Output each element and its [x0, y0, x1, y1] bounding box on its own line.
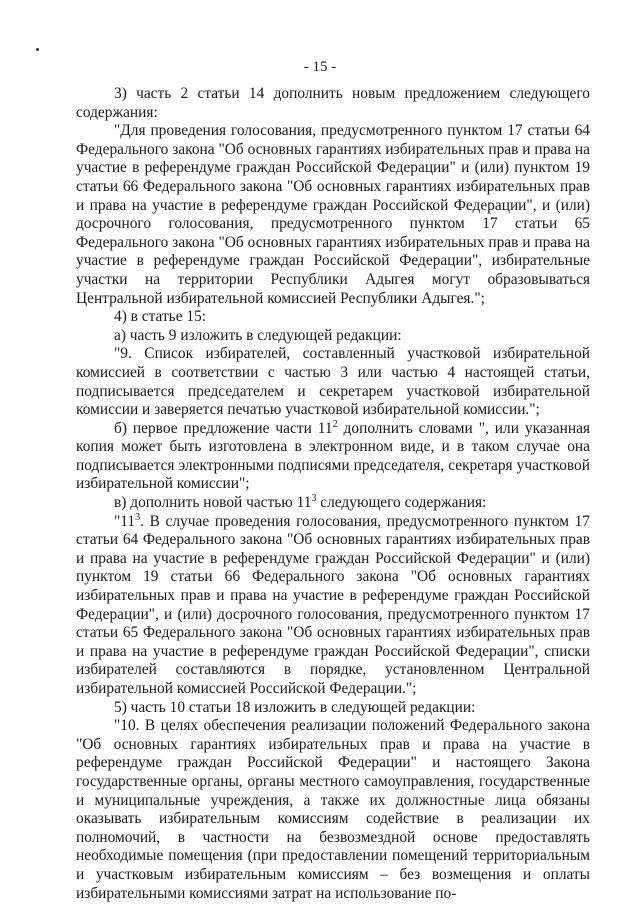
paragraph-item-5: 5) часть 10 статьи 18 изложить в следующей редакции: — [114, 698, 476, 716]
scan-speck — [36, 48, 39, 51]
paragraph-item-4b: б) первое предложение части $11^2$ дополнить словами ", или указанная копия может быть изготовлена в электронном виде, и в таком случае она подписывается электронными подписями председателя, секретаря участковой избирательной комиссии"; — [76, 418, 590, 493]
body-text — [76, 85, 590, 903]
quote-part-10: "10. В целях обеспечения реализации положений Федерального закона "Об основных гарантиях избирательных прав и права на участие в референдуме граждан Российской Федерации" и настоящего Закона государственные органы, органы местного самоуправления, государственные и муниципальные учреждения, а также их должностные лица обязаны оказывать избирательным комиссиям содействие в реализации их полномочий, в частности на безвозмездной основе предоставлять необходимые помещения (при предоставлении помещений территориальным и участковым избирательным комиссиям – без возмещения и оплаты избирательными комиссиями затрат на использование по- — [76, 717, 590, 902]
quote-part-11-3: "$11^3$. В случае проведения голосования, предусмотренного пунктом 17 статьи 64 Федерального закона "Об основных гарантиях избирательных прав и права на участие в референдуме граждан Российской Федерации" и (или) пунктом 19 статьи 66 Федерального закона "Об основных гарантиях избирательных прав и права на участие в референдуме граждан Российской Федерации", и (или) досрочного голосования, предусмотренного пунктом 17 статьи 65 Федерального закона "Об основных гарантиях избирательных прав и права на участие в референдуме граждан Российской Федерации", списки избирателей составляются в порядке, установленном Центральной избирательной комиссией Российской Федерации."; — [76, 511, 590, 697]
page-number: - 15 - — [303, 59, 337, 75]
paragraph-item-4v: в) дополнить новой частью $11^3$ следующего содержания: — [114, 493, 487, 512]
quote-voter-list: "9. Список избирателей, составленный участковой избирательной комиссией в соответствии с частью 3 или частью 4 настоящей статьи, подписывается председателем и секретарем участковой избирательной комиссии и заверяется печатью участковой избирательной комиссии."; — [76, 345, 590, 419]
quote-polling-stations: "Для проведения голосования, предусмотренного пунктом 17 статьи 64 Федерального закона "Об основных гарантиях избирательных прав и права на участие в референдуме граждан Российской Федерации" и (или) пунктом 19 статьи 66 Федерального закона "Об основных гарантиях избирательных прав и права на участие в референдуме граждан Российской Федерации", и (или) досрочного голосования, предусмотренного пунктом 17 статьи 65 Федерального закона "Об основных гарантиях избирательных прав и права на участие в референдуме граждан Российской Федерации", избирательные участки на территории Республики Адыгея могут образовываться Центральной избирательной комиссией Республики Адыгея."; — [76, 122, 590, 307]
paragraph-item-3: 3) часть 2 статьи 14 дополнить новым предложением следующего содержания: — [76, 85, 590, 121]
paragraph-item-4a: а) часть 9 изложить в следующей редакции: — [114, 326, 402, 344]
paragraph-item-4: 4) в статье 15: — [114, 308, 207, 326]
